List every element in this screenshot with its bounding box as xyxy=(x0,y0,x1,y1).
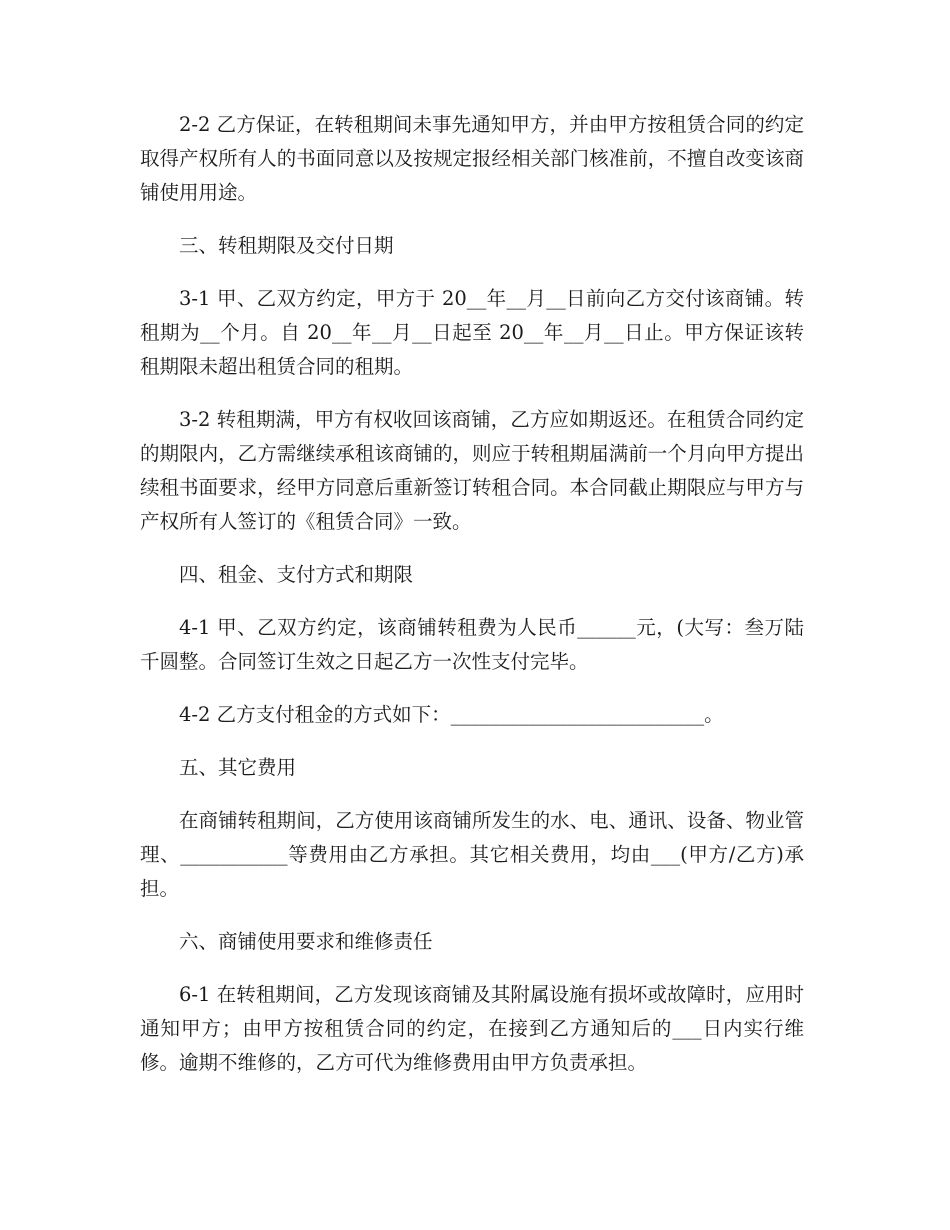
clause-4-1: 4-1 甲、乙双方约定，该商铺转租费为人民币______元，(大写：叁万陆千圆整。合同签订生效之日起乙方一次性支付完毕。 xyxy=(140,616,804,673)
section-heading-4: 四、租金、支付方式和期限 xyxy=(179,563,414,586)
clause-3-1: 3-1 甲、乙双方约定，甲方于 20__年__月__日前向乙方交付该商铺。转租期为__个月。自 20__年__月__日起至 20__年__月__日止。甲方保证该转租期限未超出租赁合同的租期。 xyxy=(140,287,804,378)
document-page xyxy=(140,108,804,1099)
clause-3-2: 3-2 转租期满，甲方有权收回该商铺，乙方应如期返还。在租赁合同约定的期限内，乙方需继续承租该商铺的，则应于转租期届满前一个月向甲方提出续租书面要求，经甲方同意后重新签订转租合同。本合同截止期限应与甲方与产权所有人签订的《租赁合同》一致。 xyxy=(140,408,804,533)
section-heading-3: 三、转租期限及交付日期 xyxy=(179,234,394,257)
section-heading-5: 五、其它费用 xyxy=(179,756,297,779)
clause-6-1: 6-1 在转租期间，乙方发现该商铺及其附属设施有损坏或故障时，应用时通知甲方；由甲方按租赁合同的约定，在接到乙方通知后的___日内实行维修。逾期不维修的，乙方可代为维修费用由甲方负责承担。 xyxy=(140,983,804,1074)
section-heading-6: 六、商铺使用要求和维修责任 xyxy=(179,930,433,953)
clause-5-body: 在商铺转租期间，乙方使用该商铺所发生的水、电、通讯、设备、物业管理、___________等费用由乙方承担。其它相关费用，均由___(甲方/乙方)承担。 xyxy=(140,809,804,900)
clause-2-2: 2-2 乙方保证，在转租期间未事先通知甲方，并由甲方按租赁合同的约定取得产权所有人的书面同意以及按规定报经相关部门核准前，不擅自改变该商铺使用用途。 xyxy=(140,113,804,204)
clause-4-2: 4-2 乙方支付租金的方式如下：__________________________。 xyxy=(179,703,724,726)
